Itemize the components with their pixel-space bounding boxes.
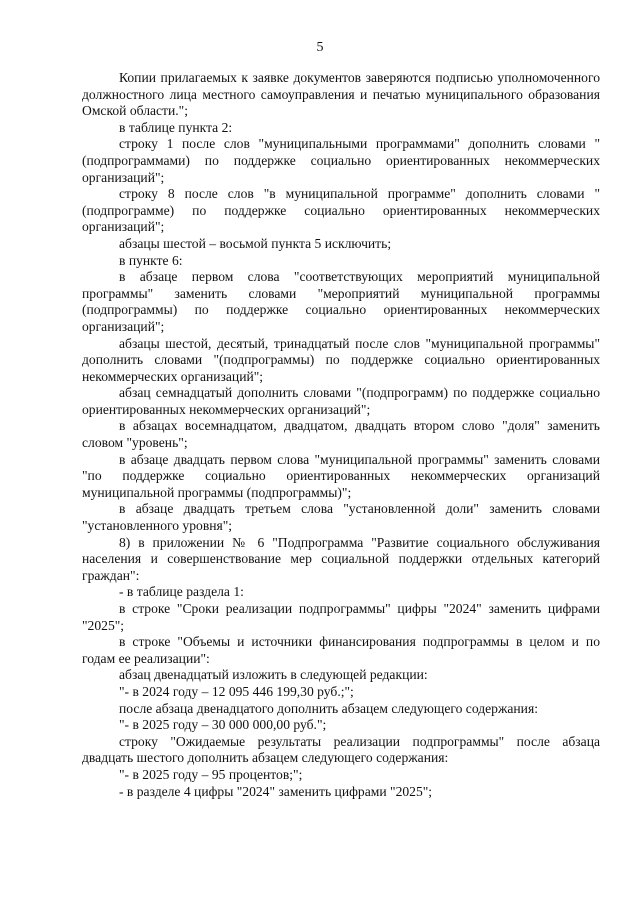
paragraph: в таблице пункта 2: <box>119 119 233 135</box>
paragraph: в строке "Сроки реализации подпрограммы" цифры "2024" заменить цифрами "2025"; <box>82 601 600 633</box>
paragraph: в пункте 6: <box>119 252 183 268</box>
paragraph: в строке "Объемы и источники финансирования подпрограммы в целом и по годам ее реализации": <box>82 634 600 666</box>
paragraph: 8) в приложении № 6 "Подпрограмма "Развитие социального обслуживания населения и совершенствование мер социальной поддержки отдельных категорий граждан": <box>82 534 600 583</box>
paragraph: "- в 2025 году – 95 процентов;"; <box>119 766 303 782</box>
paragraph: после абзаца двенадцатого дополнить абзацем следующего содержания: <box>119 700 538 716</box>
page-number: 5 <box>316 40 324 55</box>
paragraph: в абзацах восемнадцатом, двадцатом, двадцать втором слово "доля" заменить словом "уровень"; <box>82 418 600 451</box>
paragraph: в абзаце двадцать первом слова "муниципальной программы" заменить словами "по поддержке социально ориентированных некоммерческих организаций муниципальной программы (подпрограммы)"; <box>82 451 600 500</box>
paragraph: - в разделе 4 цифры "2024" заменить цифрами "2025"; <box>119 783 433 799</box>
paragraph: абзац двенадцатый изложить в следующей редакции: <box>119 667 428 683</box>
paragraph: - в таблице раздела 1: <box>119 584 244 600</box>
paragraph: абзацы шестой – восьмой пункта 5 исключить; <box>119 235 392 251</box>
paragraph: Копии прилагаемых к заявке документов заверяются подписью уполномоченного должностного лица местного самоуправления и печатью муниципального образования Омской области."; <box>82 70 600 119</box>
paragraph: "- в 2024 году – 12 095 446 199,30 руб.;"; <box>119 683 354 699</box>
paragraph: строку 8 после слов "в муниципальной программе" дополнить словами "(подпрограмме) по поддержке социально ориентированных некоммерческих организаций"; <box>82 186 600 235</box>
paragraph: "- в 2025 году – 30 000 000,00 руб."; <box>119 717 327 733</box>
paragraph: строку 1 после слов "муниципальными программами" дополнить словами "(подпрограммами) по поддержке социально ориентированных некоммерческих организаций"; <box>82 136 600 185</box>
document-body <box>82 70 600 800</box>
paragraph: абзац семнадцатый дополнить словами "(подпрограмм) по поддержке социально ориентированных некоммерческих организаций"; <box>82 385 600 417</box>
paragraph: в абзаце двадцать третьем слова "установленной доли" заменить словами "установленного уровня"; <box>82 501 600 534</box>
paragraph: абзацы шестой, десятый, тринадцатый после слов "муниципальной программы" дополнить словами "(подпрограммы) по поддержке социально ориентированных некоммерческих организаций"; <box>82 335 600 384</box>
paragraph: строку "Ожидаемые результаты реализации подпрограммы" после абзаца двадцать шестого дополнить абзацем следующего содержания: <box>82 733 600 766</box>
paragraph: в абзаце первом слова "соответствующих мероприятий муниципальной программы" заменить словами "мероприятий муниципальной программы (подпрограммы) по поддержке социально ориентированных некоммерческих организаций"; <box>82 269 600 334</box>
